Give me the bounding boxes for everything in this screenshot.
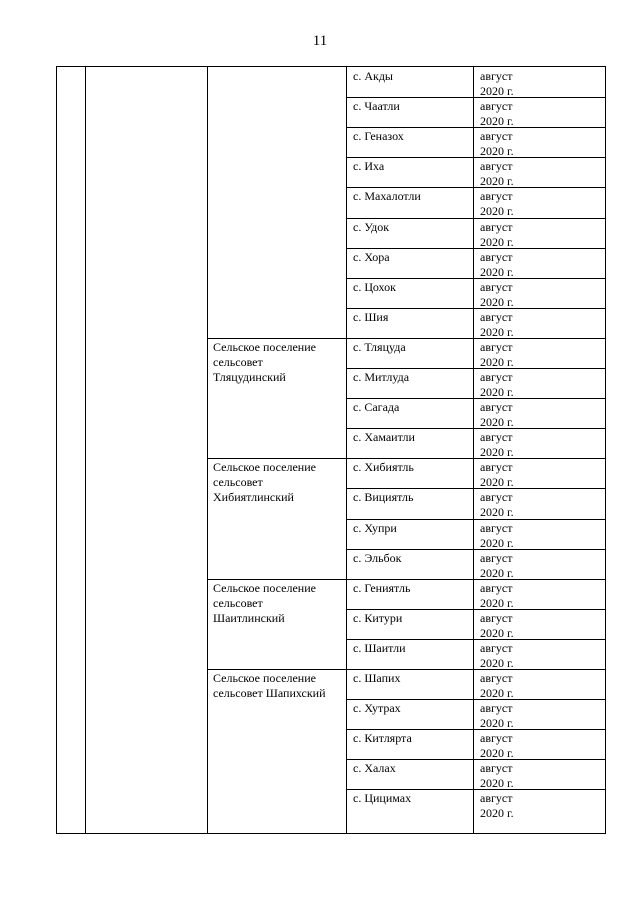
- survey-date: август 2020 г.: [480, 520, 514, 550]
- column-divider: [85, 67, 86, 833]
- page-number: 11: [312, 33, 328, 49]
- row-divider: [346, 428, 605, 429]
- survey-date: август 2020 г.: [480, 731, 514, 761]
- settlement-name: Сельское поселение сельсовет Хибиятлинский: [213, 460, 316, 505]
- row-divider: [207, 338, 605, 339]
- row-divider: [346, 187, 605, 188]
- survey-date: август 2020 г.: [480, 279, 514, 309]
- village-name: с. Сагада: [353, 400, 400, 415]
- village-name: с. Иха: [353, 159, 385, 174]
- village-name: с. Шапих: [353, 671, 401, 685]
- survey-date: август 2020 г.: [480, 69, 514, 98]
- village-name: с. Эльбок: [353, 550, 402, 565]
- village-name: с. Хамаитли: [353, 430, 415, 445]
- row-divider: [346, 248, 605, 249]
- survey-date: август 2020 г.: [480, 490, 514, 520]
- row-divider: [207, 579, 605, 580]
- row-divider: [346, 519, 605, 520]
- row-divider: [346, 368, 605, 369]
- row-divider: [346, 398, 605, 399]
- survey-date: август 2020 г.: [480, 249, 514, 279]
- row-divider: [346, 278, 605, 279]
- row-divider: [346, 127, 605, 128]
- village-name: с. Цицимах: [353, 791, 412, 806]
- village-name: с. Китлярта: [353, 731, 412, 746]
- row-divider: [346, 699, 605, 700]
- row-divider: [346, 729, 605, 730]
- survey-date: август 2020 г.: [480, 761, 514, 791]
- survey-date: август 2020 г.: [480, 791, 514, 821]
- survey-date: август 2020 г.: [480, 339, 514, 369]
- survey-date: август 2020 г.: [480, 219, 514, 249]
- row-divider: [346, 97, 605, 98]
- village-name: с. Шия: [353, 309, 389, 324]
- survey-date: август 2020 г.: [480, 550, 514, 580]
- village-name: с. Хора: [353, 249, 390, 264]
- survey-date: август 2020 г.: [480, 701, 514, 731]
- village-name: с. Удок: [353, 219, 390, 234]
- survey-date: август 2020 г.: [480, 370, 514, 399]
- village-name: с. Китури: [353, 610, 403, 625]
- row-divider: [346, 789, 605, 790]
- village-name: с. Халах: [353, 761, 396, 776]
- row-divider: [207, 458, 605, 459]
- village-name: с. Вициятль: [353, 490, 414, 505]
- village-name: с. Хутрах: [353, 701, 401, 716]
- survey-date: август 2020 г.: [480, 671, 514, 700]
- survey-date: август 2020 г.: [480, 129, 514, 159]
- survey-date: август 2020 г.: [480, 159, 514, 189]
- settlement-name: Сельское поселение сельсовет Шаитлинский: [213, 580, 316, 625]
- survey-date: август 2020 г.: [480, 309, 514, 339]
- row-divider: [346, 218, 605, 219]
- village-name: с. Махалотли: [353, 189, 421, 204]
- row-divider: [346, 759, 605, 760]
- settlement-table: [56, 66, 606, 834]
- village-name: с. Геназох: [353, 129, 404, 144]
- village-name: с. Тляцуда: [353, 339, 406, 354]
- village-name: с. Хибиятль: [353, 460, 414, 475]
- column-divider: [346, 67, 347, 833]
- village-name: с. Акды: [353, 69, 393, 83]
- village-name: с. Гениятль: [353, 580, 411, 595]
- column-divider: [473, 67, 474, 833]
- row-divider: [346, 639, 605, 640]
- survey-date: август 2020 г.: [480, 610, 514, 640]
- row-divider: [346, 157, 605, 158]
- survey-date: август 2020 г.: [480, 189, 514, 219]
- survey-date: август 2020 г.: [480, 640, 514, 670]
- survey-date: август 2020 г.: [480, 580, 514, 610]
- row-divider: [346, 609, 605, 610]
- row-divider: [346, 549, 605, 550]
- survey-date: август 2020 г.: [480, 430, 514, 460]
- survey-date: август 2020 г.: [480, 99, 514, 129]
- row-divider: [346, 488, 605, 489]
- row-divider: [207, 669, 605, 670]
- row-divider: [346, 308, 605, 309]
- survey-date: август 2020 г.: [480, 400, 514, 430]
- settlement-name: Сельское поселение сельсовет Шапихский: [213, 671, 326, 700]
- village-name: с. Чаатли: [353, 99, 400, 114]
- village-name: с. Хупри: [353, 520, 397, 535]
- survey-date: август 2020 г.: [480, 460, 514, 490]
- village-name: с. Митлуда: [353, 370, 410, 384]
- column-divider: [207, 67, 208, 833]
- settlement-name: Сельское поселение сельсовет Тляцудинский: [213, 339, 316, 384]
- village-name: с. Шаитли: [353, 640, 406, 655]
- village-name: с. Цохок: [353, 279, 396, 294]
